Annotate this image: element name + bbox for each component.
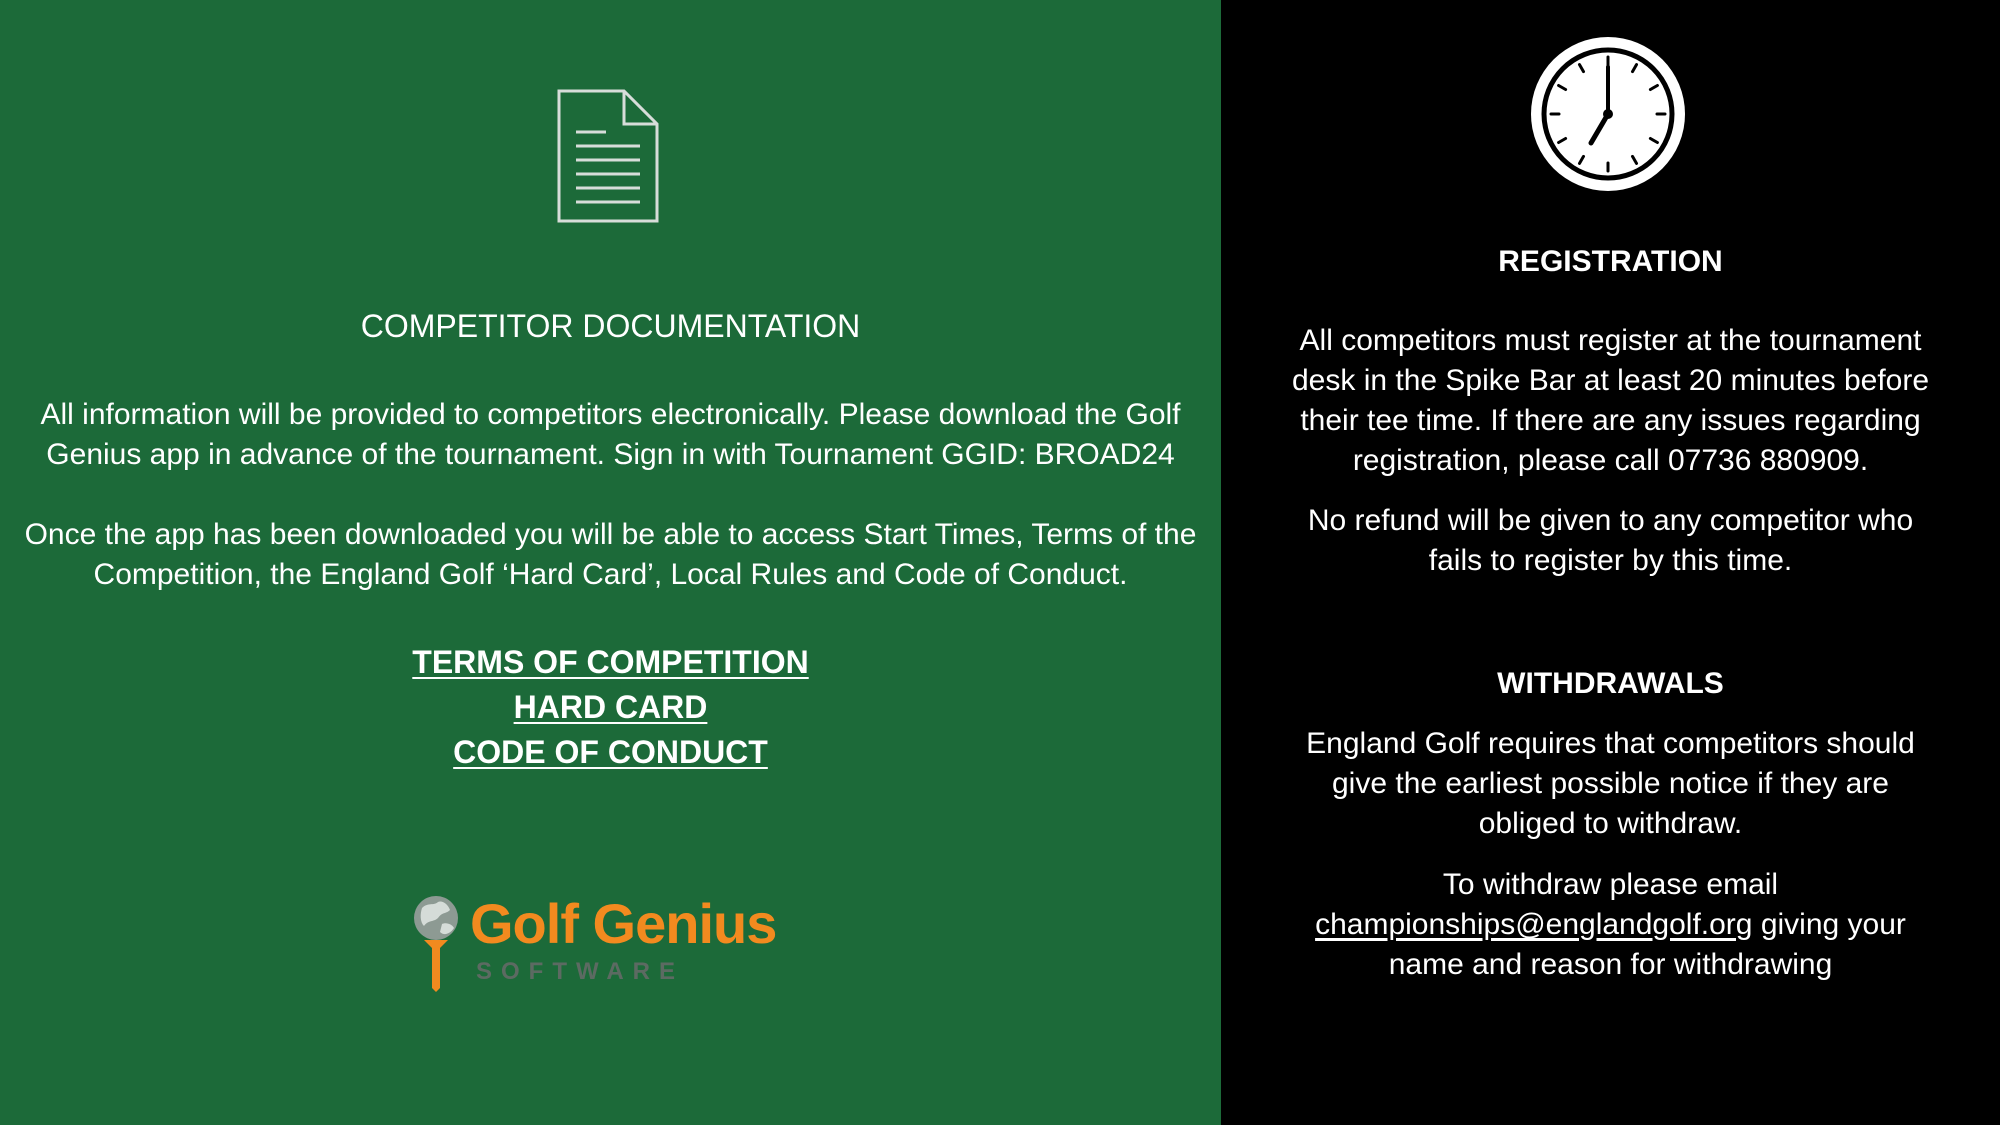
info-line-2: Genius app in advance of the tournament. Sign in with Tournament GGID: BROAD24	[46, 438, 1175, 471]
hard-card-link[interactable]: HARD CARD	[513, 689, 708, 725]
golf-genius-logo	[412, 892, 812, 1002]
access-line-2: Competition, the England Golf ‘Hard Card’, Local Rules and Code of Conduct.	[93, 558, 1128, 591]
document-icon	[556, 88, 660, 224]
registration-heading: REGISTRATION	[1498, 245, 1723, 278]
document-links	[0, 640, 1221, 775]
registration-line-3: their tee time. If there are any issues regarding	[1300, 404, 1921, 437]
info-line-1: All information will be provided to competitors electronically. Please download the Golf	[40, 398, 1181, 431]
refund-paragraph	[1236, 501, 1985, 581]
withdrawal-line-1: England Golf requires that competitors should	[1306, 727, 1915, 760]
registration-line-2: desk in the Spike Bar at least 20 minutes before	[1291, 364, 1930, 397]
withdraw-email-paragraph	[1236, 865, 1985, 985]
logo-brand-text: Golf Genius	[470, 892, 777, 955]
access-paragraph	[10, 515, 1211, 595]
withdrawal-line-2: give the earliest possible notice if they are	[1332, 767, 1889, 800]
clock-icon	[1529, 35, 1687, 193]
withdraw-email-line-1: To withdraw please email	[1442, 868, 1779, 901]
code-of-conduct-link[interactable]: CODE OF CONDUCT	[453, 734, 768, 770]
access-line-1: Once the app has been downloaded you will be able to access Start Times, Terms of the	[24, 518, 1197, 551]
withdraw-email-line-3: name and reason for withdrawing	[1388, 948, 1833, 981]
competitor-documentation-heading: COMPETITOR DOCUMENTATION	[360, 308, 861, 344]
withdraw-email-line-2-rest: giving your	[1752, 908, 1906, 941]
withdrawal-line-3: obliged to withdraw.	[1478, 807, 1743, 840]
registration-line-1: All competitors must register at the tournament	[1299, 324, 1922, 357]
info-paragraph	[10, 395, 1211, 475]
logo-sub-text: SOFTWARE	[476, 958, 684, 985]
withdrawal-notice-paragraph	[1236, 724, 1985, 844]
registration-line-4: registration, please call 07736 880909.	[1352, 444, 1869, 477]
registration-paragraph	[1236, 321, 1985, 481]
refund-line-1: No refund will be given to any competitor who	[1307, 504, 1914, 537]
registration-panel	[1221, 0, 2000, 1125]
withdrawals-heading: WITHDRAWALS	[1497, 667, 1724, 700]
terms-of-competition-link[interactable]: TERMS OF COMPETITION	[412, 644, 809, 680]
championships-email-link[interactable]: championships@englandgolf.org	[1315, 908, 1753, 941]
golf-ball-tee-icon	[412, 892, 464, 992]
refund-line-2: fails to register by this time.	[1428, 544, 1793, 577]
